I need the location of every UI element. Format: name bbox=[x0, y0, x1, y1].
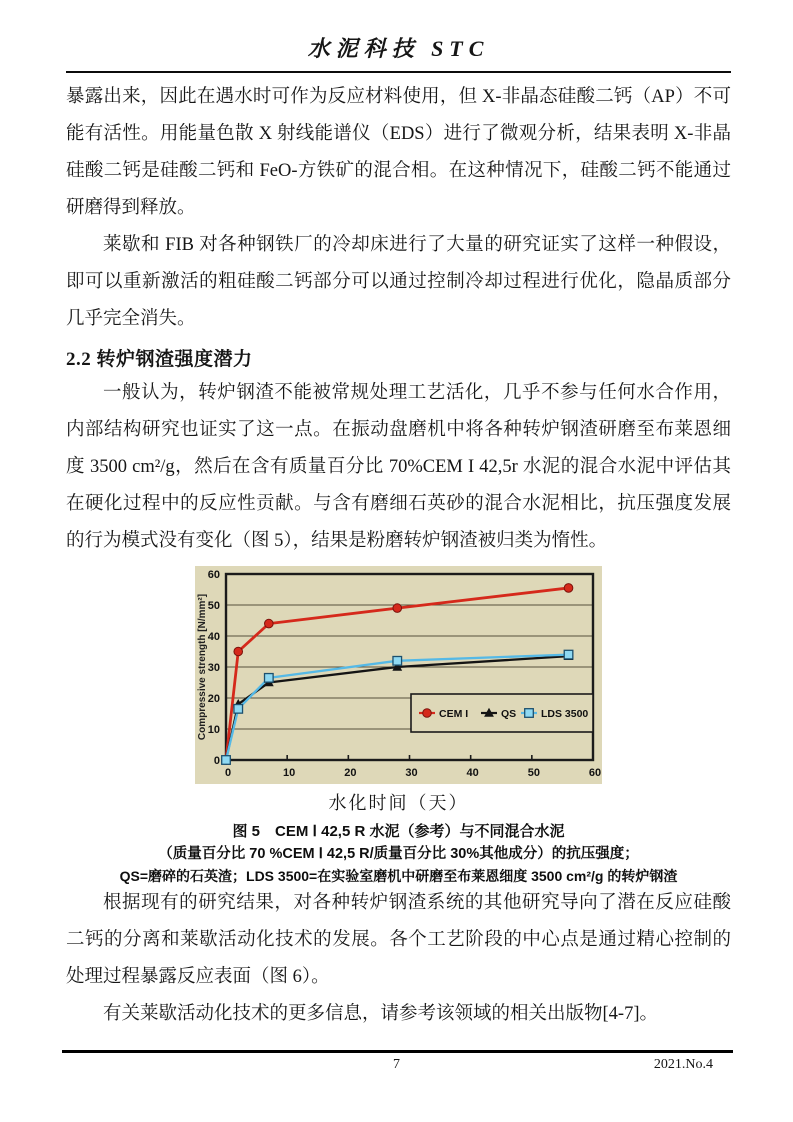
svg-text:40: 40 bbox=[207, 631, 220, 643]
paragraph-1: 暴露出来，因此在遇水时可作为反应材料使用，但 X-非晶态硅酸二钙（AP）不可能有活性。用能量色散 X 射线能谱仪（EDS）进行了微观分析，结果表明 X-非晶硅酸二钙是硅酸二钙和 FeO-方铁矿的混合相。在这种情况下，硅酸二钙不能通过研磨得到释放。 bbox=[66, 87, 731, 218]
section-heading-2-2: 2.2 转炉钢渣强度潜力 bbox=[66, 349, 253, 370]
svg-text:10: 10 bbox=[207, 724, 220, 736]
svg-text:30: 30 bbox=[405, 767, 418, 779]
figure-caption-line2: （质量百分比 70 %CEM Ⅰ 42,5 R/质量百分比 30%其他成分）的抗压强度； bbox=[158, 846, 639, 862]
svg-text:30: 30 bbox=[207, 662, 220, 674]
figure5-caption bbox=[66, 822, 731, 885]
paragraph-3: 一般认为，转炉钢渣不能被常规处理工艺活化，几乎不参与任何水合作用，内部结构研究也证实了这一点。在振动盘磨机中将各种转炉钢渣研磨至布莱恩细度 3500 cm²/g，然后在含有质量百分比 70%CEM I 42,5r 水泥的混合水泥中评估其在硬化过程中的反应性贡献。与含有磨细石英砂的混合水泥相比，抗压强度发展的行为模式没有变化（图 5），结果是粉磨转炉钢渣被归类为惰性。 bbox=[66, 383, 731, 551]
paragraph-4: 根据现有的研究结果，对各种转炉钢渣系统的其他研究导向了潜在反应硅酸二钙的分离和莱歇活动化技术的发展。各个工艺阶段的中心点是通过精心控制的处理过程暴露反应表面（图 6）。 bbox=[66, 893, 731, 987]
figure-caption-line1: 图 5 CEM Ⅰ 42,5 R 水泥（参考）与不同混合水泥 bbox=[232, 823, 565, 840]
footer-rule bbox=[62, 1050, 733, 1053]
svg-text:Compressive strength [N/mm²]: Compressive strength [N/mm²] bbox=[197, 593, 208, 741]
svg-text:CEM I: CEM I bbox=[439, 708, 469, 720]
svg-text:60: 60 bbox=[588, 767, 602, 779]
svg-text:40: 40 bbox=[466, 767, 479, 779]
chart-x-axis-label: 水化时间（天） bbox=[328, 793, 469, 813]
svg-text:20: 20 bbox=[344, 767, 357, 779]
svg-text:LDS 3500: LDS 3500 bbox=[541, 708, 589, 720]
paragraph-2: 莱歇和 FIB 对各种钢铁厂的冷却床进行了大量的研究证实了这样一种假设，即可以重新激活的粗硅酸二钙部分可以通过控制冷却过程进行优化，隐晶质部分几乎完全消失。 bbox=[66, 235, 731, 329]
journal-header-title: 水泥科技 STC bbox=[307, 36, 490, 61]
svg-text:50: 50 bbox=[527, 767, 540, 779]
figure-5 bbox=[66, 566, 731, 885]
svg-text:0: 0 bbox=[224, 767, 232, 779]
paragraph-5: 有关莱歇活动化技术的更多信息，请参考该领域的相关出版物[4-7]。 bbox=[103, 1004, 658, 1024]
svg-text:QS: QS bbox=[501, 708, 517, 720]
header-rule bbox=[66, 71, 731, 73]
svg-text:10: 10 bbox=[283, 767, 296, 779]
svg-text:20: 20 bbox=[207, 693, 220, 705]
figure-caption-line3: QS=磨碎的石英渣；LDS 3500=在实验室磨机中研磨至布莱恩细度 3500 cm²/g 的转炉钢渣 bbox=[119, 868, 678, 884]
svg-text:0: 0 bbox=[213, 755, 220, 767]
svg-text:60: 60 bbox=[207, 569, 220, 581]
page-number: 7 bbox=[393, 1057, 400, 1072]
issue-number: 2021.No.4 bbox=[653, 1057, 713, 1072]
svg-text:50: 50 bbox=[207, 600, 220, 612]
figure5-chart bbox=[195, 566, 602, 784]
compressive-strength-chart bbox=[195, 566, 602, 784]
